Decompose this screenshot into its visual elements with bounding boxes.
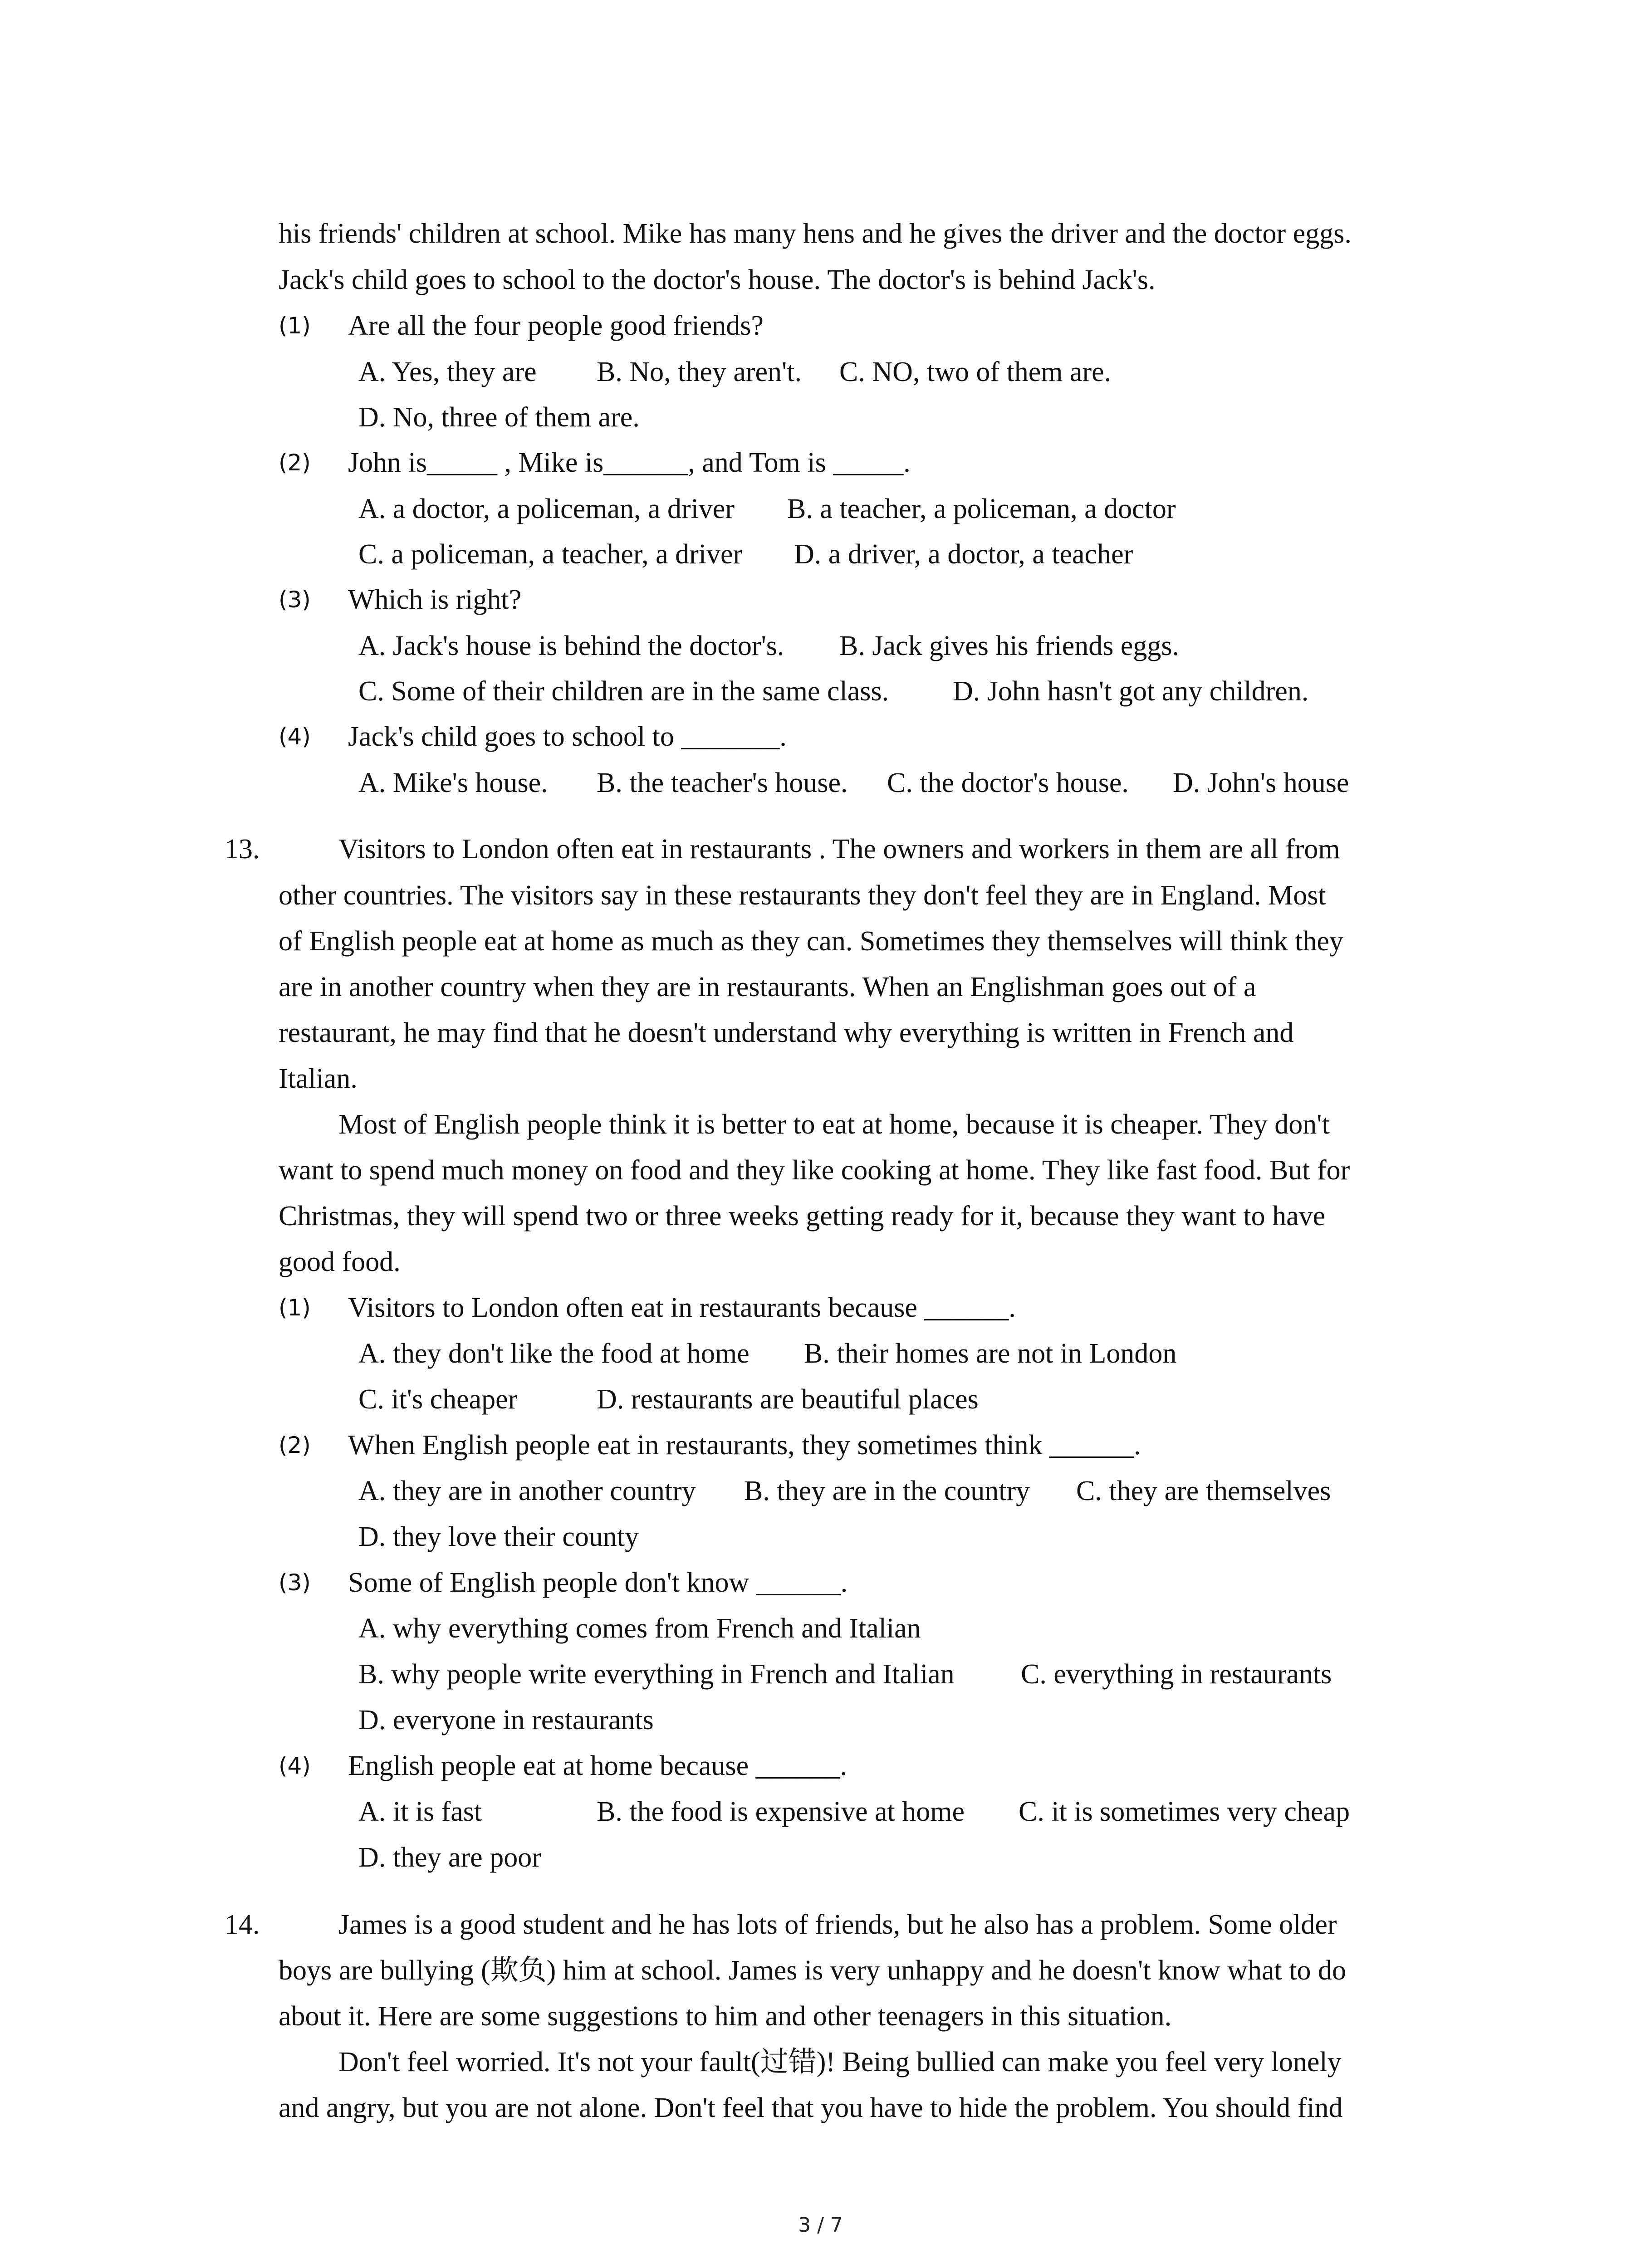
passage-13-line-6: Italian. [279, 1063, 358, 1094]
option: C. Some of their children are in the same class. [358, 676, 889, 707]
option: C. a policeman, a teacher, a driver [358, 539, 743, 570]
passage-12-line-2: Jack's child goes to school to the doctor's house. The doctor's is behind Jack's. [279, 264, 1156, 295]
question-stem: When English people eat in restaurants, they sometimes think ______. [348, 1430, 1141, 1461]
option: D. restaurants are beautiful places [597, 1384, 979, 1415]
passage-13-line-5: restaurant, he may find that he doesn't understand why everything is written in French and [279, 1017, 1294, 1048]
option: B. No, they aren't. [597, 357, 802, 387]
option: B. why people write everything in French and Italian [358, 1659, 955, 1690]
question-stem: Which is right? [348, 584, 522, 615]
passage-14-line-5: and angry, but you are not alone. Don't feel that you have to hide the problem. You should find [279, 2092, 1343, 2123]
question-stem: Some of English people don't know ______. [348, 1567, 848, 1598]
option: A. they don't like the food at home [358, 1338, 749, 1369]
passage-13-line-10: good food. [279, 1246, 401, 1277]
passage-number: 14. [225, 1909, 260, 1940]
option: C. it's cheaper [358, 1384, 518, 1415]
option: C. the doctor's house. [887, 767, 1129, 798]
option: D. everyone in restaurants [358, 1705, 654, 1735]
option: A. Yes, they are [358, 357, 537, 387]
option: D. they love their county [358, 1521, 639, 1552]
option: B. they are in the country [744, 1476, 1030, 1506]
option: D. a driver, a doctor, a teacher [794, 539, 1133, 570]
option: B. the food is expensive at home [597, 1796, 965, 1827]
question-number: (4) [279, 723, 311, 750]
question-stem: Visitors to London often eat in restaurants because ______. [348, 1292, 1016, 1323]
option: D. John's house [1173, 767, 1349, 798]
question-number: (2) [279, 450, 311, 476]
passage-13-line-2: other countries. The visitors say in these restaurants they don't feel they are in England. Most [279, 880, 1326, 911]
option: A. it is fast [358, 1796, 482, 1827]
question-stem: Are all the four people good friends? [348, 310, 764, 341]
option: C. they are themselves [1076, 1476, 1331, 1506]
passage-12-line-1: his friends' children at school. Mike has many hens and he gives the driver and the doctor eggs. [279, 218, 1352, 249]
passage-13-line-8: want to spend much money on food and they like cooking at home. They like fast food. But for [279, 1155, 1350, 1186]
option: A. Mike's house. [358, 767, 548, 798]
passage-number: 13. [225, 834, 260, 865]
passage-14-line-1: James is a good student and he has lots of friends, but he also has a problem. Some older [338, 1909, 1337, 1940]
option: A. Jack's house is behind the doctor's. [358, 631, 784, 661]
option: C. NO, two of them are. [839, 357, 1112, 387]
passage-13-line-7: Most of English people think it is better to eat at home, because it is cheaper. They don't [338, 1109, 1330, 1140]
option: C. it is sometimes very cheap [1019, 1796, 1350, 1827]
option: B. Jack gives his friends eggs. [839, 631, 1180, 661]
question-number: (1) [279, 313, 311, 339]
passage-13-line-3: of English people eat at home as much as they can. Sometimes they themselves will think they [279, 926, 1343, 957]
option: D. they are poor [358, 1842, 541, 1873]
passage-14-line-3: about it. Here are some suggestions to him and other teenagers in this situation. [279, 2001, 1172, 2032]
option: A. a doctor, a policeman, a driver [358, 494, 735, 524]
passage-13-line-1: Visitors to London often eat in restaurants . The owners and workers in them are all from [338, 834, 1340, 865]
question-number: (3) [279, 587, 311, 613]
option: B. a teacher, a policeman, a doctor [787, 494, 1176, 524]
option: A. they are in another country [358, 1476, 696, 1506]
question-number: (2) [279, 1432, 311, 1458]
question-number: (3) [279, 1569, 311, 1596]
option: B. their homes are not in London [804, 1338, 1177, 1369]
question-number: (1) [279, 1295, 311, 1321]
option: C. everything in restaurants [1021, 1659, 1332, 1690]
option: B. the teacher's house. [597, 767, 848, 798]
question-stem: John is_____ , Mike is______, and Tom is _____. [348, 447, 911, 478]
option: D. John hasn't got any children. [953, 676, 1309, 707]
question-stem: Jack's child goes to school to _______. [348, 721, 787, 752]
passage-13-line-9: Christmas, they will spend two or three weeks getting ready for it, because they want to have [279, 1201, 1326, 1232]
option: D. No, three of them are. [358, 402, 640, 433]
passage-14-line-4: Don't feel worried. It's not your fault(过错)! Being bullied can make you feel very lonely [338, 2047, 1342, 2077]
question-stem: English people eat at home because ______. [348, 1750, 847, 1781]
question-number: (4) [279, 1753, 311, 1779]
option: A. why everything comes from French and Italian [358, 1613, 921, 1644]
page-number: 3 / 7 [798, 2214, 843, 2237]
passage-13-line-4: are in another country when they are in restaurants. When an Englishman goes out of a [279, 972, 1256, 1002]
passage-14-line-2: boys are bullying (欺负) him at school. James is very unhappy and he doesn't know what to do [279, 1955, 1347, 1986]
